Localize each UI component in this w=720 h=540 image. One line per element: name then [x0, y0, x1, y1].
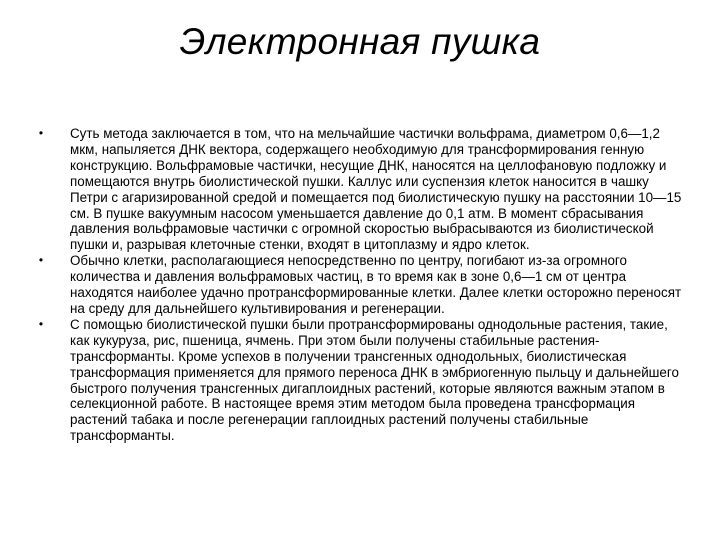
- bullet-icon: •: [38, 316, 44, 331]
- bullet-text: Суть метода заключается в том, что на мельчайшие частички вольфрама, диаметром 0,6—1,2 мкм, напыляется ДНК вектора, содержащего необходимую для трансформирования генную конструкцию. Вольфрамовые частички, несущие ДНК, наносятся на целлофановую подложку и помещаются внутрь биолистической пушки. Каллус или суспензия клеток наносится в чашку Петри с агаризированной средой и помещается под биолистическую пушку на расстоянии 10—15 см. В пушке вакуумным насосом уменьшается давление до 0,1 атм. В момент сбрасывания давления вольфрамовые частички с огромной скоростью выбрасываются из биолистической пушки и, разрывая клеточные стенки, входят в цитоплазму и ядро клеток.: [70, 126, 682, 253]
- list-item: [36, 253, 684, 317]
- bullet-text: Обычно клетки, располагающиеся непосредственно по центру, погибают из-за огромного количества и давления вольфрамовых частиц, в то время как в зоне 0,6—1 см от центра находятся наиболее удачно протрансформированные клетки. Далее клетки осторожно переносят на среду для дальнейшего культивирования и регенерации.: [70, 253, 682, 316]
- list-item: [36, 317, 684, 444]
- slide-title: Электронная пушка: [179, 21, 541, 62]
- bullet-icon: •: [38, 253, 44, 268]
- bullet-text: С помощью биолистической пушки были протрансформированы однодольные растения, такие, как кукуруза, рис, пшеница, ячмень. При этом были получены стабильные растения-трансформанты. Кроме успехов в получении трансгенных однодольных, биолистическая трансформация применяется для прямого переноса ДНК в эмбриогенную пыльцу и дальнейшего быстрого получения трансгенных дигаплоидных растений, которые являются важным этапом в селекционной работе. В настоящее время этим методом была проведена трансформация растений табака и после регенерации гаплоидных растений получены стабильные трансформанты.: [70, 316, 679, 444]
- bullet-icon: •: [38, 126, 44, 140]
- list-item: [36, 126, 684, 253]
- bullet-list: [36, 126, 684, 444]
